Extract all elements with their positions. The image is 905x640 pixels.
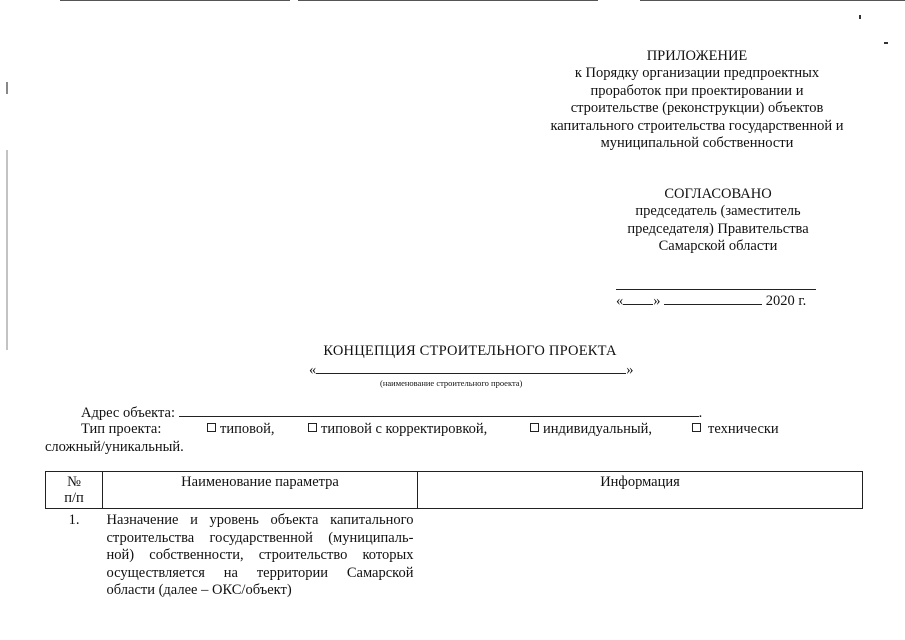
scan-speck bbox=[859, 15, 861, 19]
annex-line: к Порядку организации предпроектных bbox=[574, 65, 820, 82]
header-number-line: п/п bbox=[64, 490, 84, 506]
option-label: типовой, bbox=[220, 421, 275, 437]
date-month-blank[interactable] bbox=[664, 290, 762, 305]
checkbox-icon[interactable] bbox=[530, 423, 539, 432]
top-edge-line bbox=[640, 0, 905, 1]
top-edge-line bbox=[60, 0, 290, 1]
annex-heading: ПРИЛОЖЕНИЕ bbox=[646, 48, 748, 64]
approval-block bbox=[605, 186, 831, 256]
project-type-option-complex[interactable] bbox=[692, 421, 779, 438]
project-quote-close: » bbox=[626, 362, 634, 378]
project-type-label: Тип проекта: bbox=[81, 421, 162, 437]
header-number bbox=[46, 472, 103, 509]
date-day-blank[interactable] bbox=[623, 290, 653, 305]
project-type-option-adjusted[interactable] bbox=[308, 421, 487, 438]
project-type-continuation: сложный/уникальный. bbox=[45, 439, 184, 455]
project-name-caption: (наименование строительного проекта) bbox=[380, 378, 523, 388]
project-name-blank[interactable] bbox=[316, 361, 626, 374]
checkbox-icon[interactable] bbox=[692, 423, 701, 432]
address-row bbox=[81, 404, 702, 422]
scan-edge-mark bbox=[6, 150, 8, 350]
checkbox-icon[interactable] bbox=[308, 423, 317, 432]
row-information[interactable] bbox=[418, 509, 863, 603]
row-parameter: Назначение и уровень объекта капитального строительства государственной (муниципаль-ной) собственности, строительство которых осуществляется на территории Самарской области (далее – ОКС/объект) bbox=[106, 512, 414, 599]
project-quote-open: « bbox=[309, 362, 317, 378]
approval-line: председателя) Правительства bbox=[627, 220, 809, 237]
project-type-option-individual[interactable] bbox=[530, 421, 652, 438]
date-quote-open: « bbox=[616, 293, 624, 309]
annex-line: проработок при проектировании и bbox=[590, 82, 804, 99]
scan-edge-mark bbox=[6, 82, 8, 94]
approval-heading: СОГЛАСОВАНО bbox=[664, 186, 772, 202]
approval-line: председатель (заместитель bbox=[635, 203, 801, 220]
option-label: индивидуальный, bbox=[543, 421, 652, 437]
top-edge-line bbox=[298, 0, 598, 1]
annex-block bbox=[538, 48, 856, 152]
project-type-option-typical[interactable] bbox=[207, 421, 275, 438]
annex-line: капитального строительства государственной и bbox=[550, 117, 844, 134]
row-number: 1. bbox=[68, 512, 80, 528]
approval-date bbox=[616, 290, 806, 310]
address-label: Адрес объекта: bbox=[81, 405, 175, 421]
table-row bbox=[46, 509, 863, 603]
parameters-table bbox=[45, 471, 863, 603]
date-quote-close: » bbox=[653, 293, 661, 309]
option-label: типовой с корректировкой, bbox=[321, 421, 488, 437]
address-end: . bbox=[698, 405, 703, 421]
header-number-line: № bbox=[67, 474, 81, 490]
address-blank[interactable] bbox=[179, 404, 699, 417]
date-year: 2020 г. bbox=[765, 293, 807, 309]
project-name-field bbox=[309, 361, 634, 379]
approval-line: Самарской области bbox=[658, 238, 778, 255]
option-label: технически bbox=[708, 421, 779, 437]
annex-line: муниципальной собственности bbox=[600, 135, 794, 152]
document-title: КОНЦЕПЦИЯ СТРОИТЕЛЬНОГО ПРОЕКТА bbox=[323, 343, 617, 359]
header-parameter: Наименование параметра bbox=[103, 472, 418, 509]
checkbox-icon[interactable] bbox=[207, 423, 216, 432]
annex-line: строительстве (реконструкции) объектов bbox=[570, 100, 824, 117]
header-information: Информация bbox=[418, 472, 863, 509]
scan-speck bbox=[884, 42, 888, 44]
table-header-row bbox=[46, 472, 863, 509]
